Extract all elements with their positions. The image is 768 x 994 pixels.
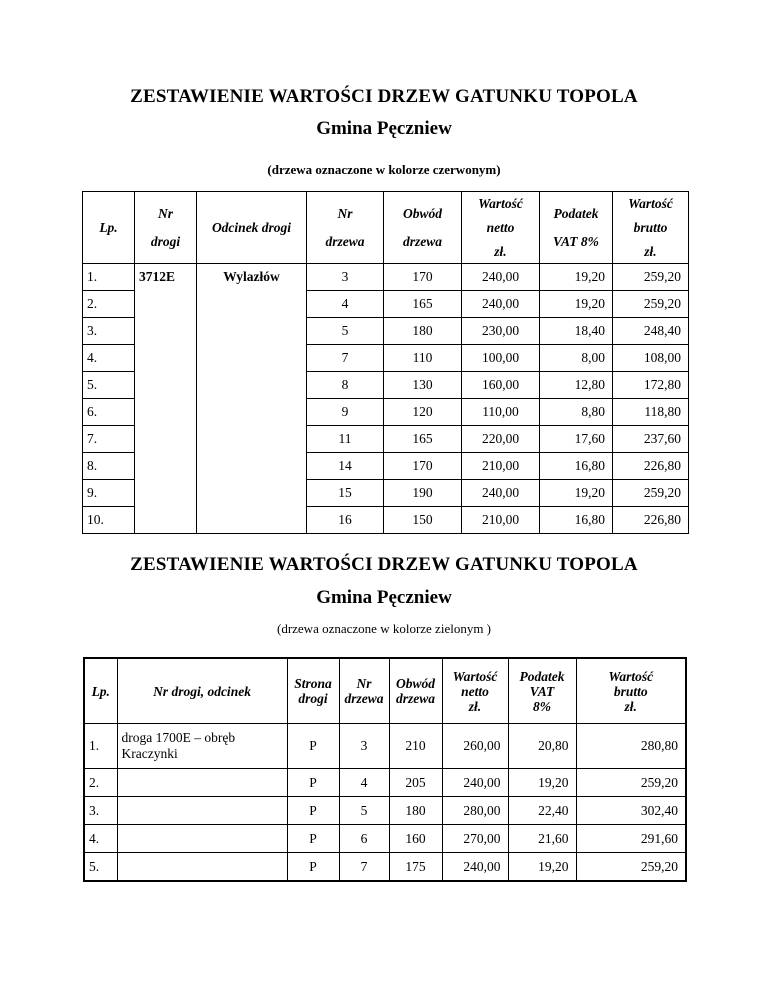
cell-vat: 19,20 bbox=[508, 769, 576, 797]
cell-circumference: 110 bbox=[384, 345, 462, 372]
col-podatek-line2: VAT 8% bbox=[553, 233, 599, 249]
cell-circumference: 130 bbox=[384, 372, 462, 399]
cell-gross-value: 259,20 bbox=[613, 480, 689, 507]
col-nr-drzewa-line1: Nr bbox=[356, 676, 372, 691]
cell-tree-number: 14 bbox=[307, 453, 384, 480]
cell-lp: 1. bbox=[83, 264, 135, 291]
col-brutto bbox=[576, 658, 686, 724]
col-nr-odcinek: Nr drogi, odcinek bbox=[117, 658, 287, 724]
cell-lp: 8. bbox=[83, 453, 135, 480]
cell-tree-number: 8 bbox=[307, 372, 384, 399]
cell-circumference: 165 bbox=[384, 291, 462, 318]
col-obwod bbox=[389, 658, 442, 724]
cell-gross-value: 237,60 bbox=[613, 426, 689, 453]
cell-tree-number: 3 bbox=[307, 264, 384, 291]
cell-gross-value: 259,20 bbox=[576, 769, 686, 797]
section1-title: ZESTAWIENIE WARTOŚCI DRZEW GATUNKU TOPOLA bbox=[130, 86, 638, 107]
cell-net-value: 260,00 bbox=[442, 724, 508, 769]
cell-lp: 2. bbox=[83, 291, 135, 318]
section2-note: (drzewa oznaczone w kolorze zielonym ) bbox=[276, 621, 492, 636]
col-netto-line3: zł. bbox=[494, 243, 507, 259]
cell-net-value: 220,00 bbox=[462, 426, 540, 453]
cell-vat: 16,80 bbox=[540, 507, 613, 534]
cell-circumference: 205 bbox=[389, 769, 442, 797]
cell-road-segment bbox=[117, 724, 287, 769]
col-netto-line1: Wartość bbox=[478, 195, 523, 211]
cell-lp: 7. bbox=[83, 426, 135, 453]
col-lp: Lp. bbox=[83, 192, 135, 264]
road-segment-line1: droga 1700E – obręb bbox=[121, 730, 236, 745]
col-netto-line2: netto bbox=[461, 683, 489, 699]
cell-net-value: 240,00 bbox=[462, 480, 540, 507]
cell-gross-value: 118,80 bbox=[613, 399, 689, 426]
cell-tree-number: 7 bbox=[339, 853, 389, 882]
cell-lp: 2. bbox=[84, 769, 117, 797]
cell-circumference: 120 bbox=[384, 399, 462, 426]
cell-lp: 9. bbox=[83, 480, 135, 507]
table-header-row bbox=[84, 658, 686, 724]
road-segment-line2: Kraczynki bbox=[121, 746, 178, 761]
cell-net-value: 110,00 bbox=[462, 399, 540, 426]
cell-net-value: 240,00 bbox=[462, 291, 540, 318]
cell-road-segment-empty bbox=[117, 853, 287, 882]
col-strona-line1: Strona bbox=[294, 676, 332, 691]
cell-net-value: 240,00 bbox=[442, 853, 508, 882]
cell-net-value: 240,00 bbox=[462, 264, 540, 291]
cell-circumference: 170 bbox=[384, 264, 462, 291]
cell-lp: 1. bbox=[84, 724, 117, 769]
cell-lp: 6. bbox=[83, 399, 135, 426]
col-brutto-line2: brutto bbox=[633, 219, 668, 235]
cell-net-value: 100,00 bbox=[462, 345, 540, 372]
col-obwod-line2: drzewa bbox=[402, 233, 442, 249]
col-strona-line2: drogi bbox=[298, 691, 328, 706]
cell-gross-value: 226,80 bbox=[613, 507, 689, 534]
section2-title: ZESTAWIENIE WARTOŚCI DRZEW GATUNKU TOPOLA bbox=[130, 554, 638, 575]
col-podatek-line2: VAT bbox=[529, 683, 555, 699]
cell-circumference: 180 bbox=[389, 797, 442, 825]
col-podatek bbox=[508, 658, 576, 724]
col-nr-drzewa bbox=[307, 192, 384, 264]
col-obwod-line1: Obwód bbox=[402, 205, 442, 221]
table-row bbox=[84, 769, 686, 797]
table-red-trees bbox=[82, 191, 689, 534]
cell-lp: 10. bbox=[83, 507, 135, 534]
col-brutto-line2: brutto bbox=[613, 683, 648, 699]
col-brutto-line3: zł. bbox=[624, 698, 637, 714]
cell-road-segment: Wylazłów bbox=[197, 264, 307, 534]
cell-vat: 12,80 bbox=[540, 372, 613, 399]
cell-tree-number: 15 bbox=[307, 480, 384, 507]
cell-tree-number: 16 bbox=[307, 507, 384, 534]
table-row bbox=[83, 264, 689, 291]
cell-tree-number: 5 bbox=[339, 797, 389, 825]
cell-net-value: 270,00 bbox=[442, 825, 508, 853]
cell-net-value: 160,00 bbox=[462, 372, 540, 399]
cell-vat: 16,80 bbox=[540, 453, 613, 480]
col-brutto-line3: zł. bbox=[644, 243, 657, 259]
table-row bbox=[84, 853, 686, 882]
cell-circumference: 180 bbox=[384, 318, 462, 345]
col-obwod-line2: drzewa bbox=[395, 691, 435, 706]
table-row bbox=[84, 724, 686, 769]
cell-road-number: 3712E bbox=[135, 264, 197, 534]
cell-road-segment-empty bbox=[117, 797, 287, 825]
cell-tree-number: 7 bbox=[307, 345, 384, 372]
cell-circumference: 170 bbox=[384, 453, 462, 480]
cell-gross-value: 172,80 bbox=[613, 372, 689, 399]
cell-circumference: 160 bbox=[389, 825, 442, 853]
cell-road-side: P bbox=[287, 724, 339, 769]
col-netto bbox=[462, 192, 540, 264]
col-nr-drogi bbox=[135, 192, 197, 264]
col-podatek-line1: Podatek bbox=[519, 668, 565, 684]
col-podatek bbox=[540, 192, 613, 264]
cell-gross-value: 108,00 bbox=[613, 345, 689, 372]
cell-gross-value: 226,80 bbox=[613, 453, 689, 480]
cell-vat: 19,20 bbox=[540, 480, 613, 507]
cell-gross-value: 302,40 bbox=[576, 797, 686, 825]
cell-vat: 18,40 bbox=[540, 318, 613, 345]
cell-lp: 5. bbox=[83, 372, 135, 399]
col-nr-drogi-line2: drogi bbox=[150, 233, 181, 249]
col-nr-drogi-line1: Nr bbox=[157, 205, 173, 221]
cell-gross-value: 259,20 bbox=[613, 264, 689, 291]
cell-tree-number: 11 bbox=[307, 426, 384, 453]
cell-road-side: P bbox=[287, 769, 339, 797]
col-podatek-line1: Podatek bbox=[553, 205, 599, 221]
cell-circumference: 175 bbox=[389, 853, 442, 882]
table-row bbox=[84, 797, 686, 825]
table-row bbox=[84, 825, 686, 853]
cell-net-value: 280,00 bbox=[442, 797, 508, 825]
cell-gross-value: 259,20 bbox=[613, 291, 689, 318]
col-nr-drzewa-line2: drzewa bbox=[344, 691, 384, 706]
cell-road-segment-empty bbox=[117, 769, 287, 797]
cell-road-side: P bbox=[287, 853, 339, 882]
cell-gross-value: 291,60 bbox=[576, 825, 686, 853]
cell-vat: 19,20 bbox=[540, 264, 613, 291]
cell-tree-number: 9 bbox=[307, 399, 384, 426]
cell-vat: 8,00 bbox=[540, 345, 613, 372]
col-obwod bbox=[384, 192, 462, 264]
section2-subtitle: Gmina Pęczniew bbox=[316, 587, 452, 608]
cell-road-segment-empty bbox=[117, 825, 287, 853]
cell-lp: 5. bbox=[84, 853, 117, 882]
cell-vat: 17,60 bbox=[540, 426, 613, 453]
cell-circumference: 190 bbox=[384, 480, 462, 507]
cell-vat: 20,80 bbox=[508, 724, 576, 769]
cell-lp: 3. bbox=[83, 318, 135, 345]
section1-note: (drzewa oznaczone w kolorze czerwonym) bbox=[267, 162, 501, 177]
cell-gross-value: 259,20 bbox=[576, 853, 686, 882]
section1-subtitle: Gmina Pęczniew bbox=[316, 118, 452, 139]
cell-road-side: P bbox=[287, 797, 339, 825]
col-netto-line2: netto bbox=[486, 219, 515, 235]
col-lp: Lp. bbox=[84, 658, 117, 724]
col-netto bbox=[442, 658, 508, 724]
col-podatek-line3: 8% bbox=[533, 698, 551, 714]
table-green-trees bbox=[83, 657, 687, 882]
cell-vat: 22,40 bbox=[508, 797, 576, 825]
col-brutto-line1: Wartość bbox=[628, 195, 673, 211]
cell-circumference: 165 bbox=[384, 426, 462, 453]
col-netto-line3: zł. bbox=[468, 698, 482, 714]
table-header-row bbox=[83, 192, 689, 264]
cell-circumference: 150 bbox=[384, 507, 462, 534]
cell-lp: 4. bbox=[83, 345, 135, 372]
cell-tree-number: 4 bbox=[339, 769, 389, 797]
col-nr-drzewa-line2: drzewa bbox=[325, 233, 365, 249]
cell-net-value: 210,00 bbox=[462, 453, 540, 480]
col-strona bbox=[287, 658, 339, 724]
cell-net-value: 240,00 bbox=[442, 769, 508, 797]
cell-gross-value: 280,80 bbox=[576, 724, 686, 769]
cell-lp: 4. bbox=[84, 825, 117, 853]
cell-lp: 3. bbox=[84, 797, 117, 825]
cell-vat: 19,20 bbox=[540, 291, 613, 318]
col-brutto bbox=[613, 192, 689, 264]
col-nr-drzewa bbox=[339, 658, 389, 724]
cell-road-side: P bbox=[287, 825, 339, 853]
col-obwod-line1: Obwód bbox=[395, 676, 435, 691]
cell-tree-number: 4 bbox=[307, 291, 384, 318]
cell-net-value: 230,00 bbox=[462, 318, 540, 345]
col-odcinek: Odcinek drogi bbox=[197, 192, 307, 264]
cell-tree-number: 3 bbox=[339, 724, 389, 769]
cell-net-value: 210,00 bbox=[462, 507, 540, 534]
col-nr-drzewa-line1: Nr bbox=[337, 205, 353, 221]
cell-gross-value: 248,40 bbox=[613, 318, 689, 345]
cell-tree-number: 5 bbox=[307, 318, 384, 345]
cell-vat: 19,20 bbox=[508, 853, 576, 882]
cell-circumference: 210 bbox=[389, 724, 442, 769]
cell-vat: 8,80 bbox=[540, 399, 613, 426]
cell-vat: 21,60 bbox=[508, 825, 576, 853]
cell-tree-number: 6 bbox=[339, 825, 389, 853]
col-brutto-line1: Wartość bbox=[608, 668, 654, 684]
col-netto-line1: Wartość bbox=[452, 668, 498, 684]
